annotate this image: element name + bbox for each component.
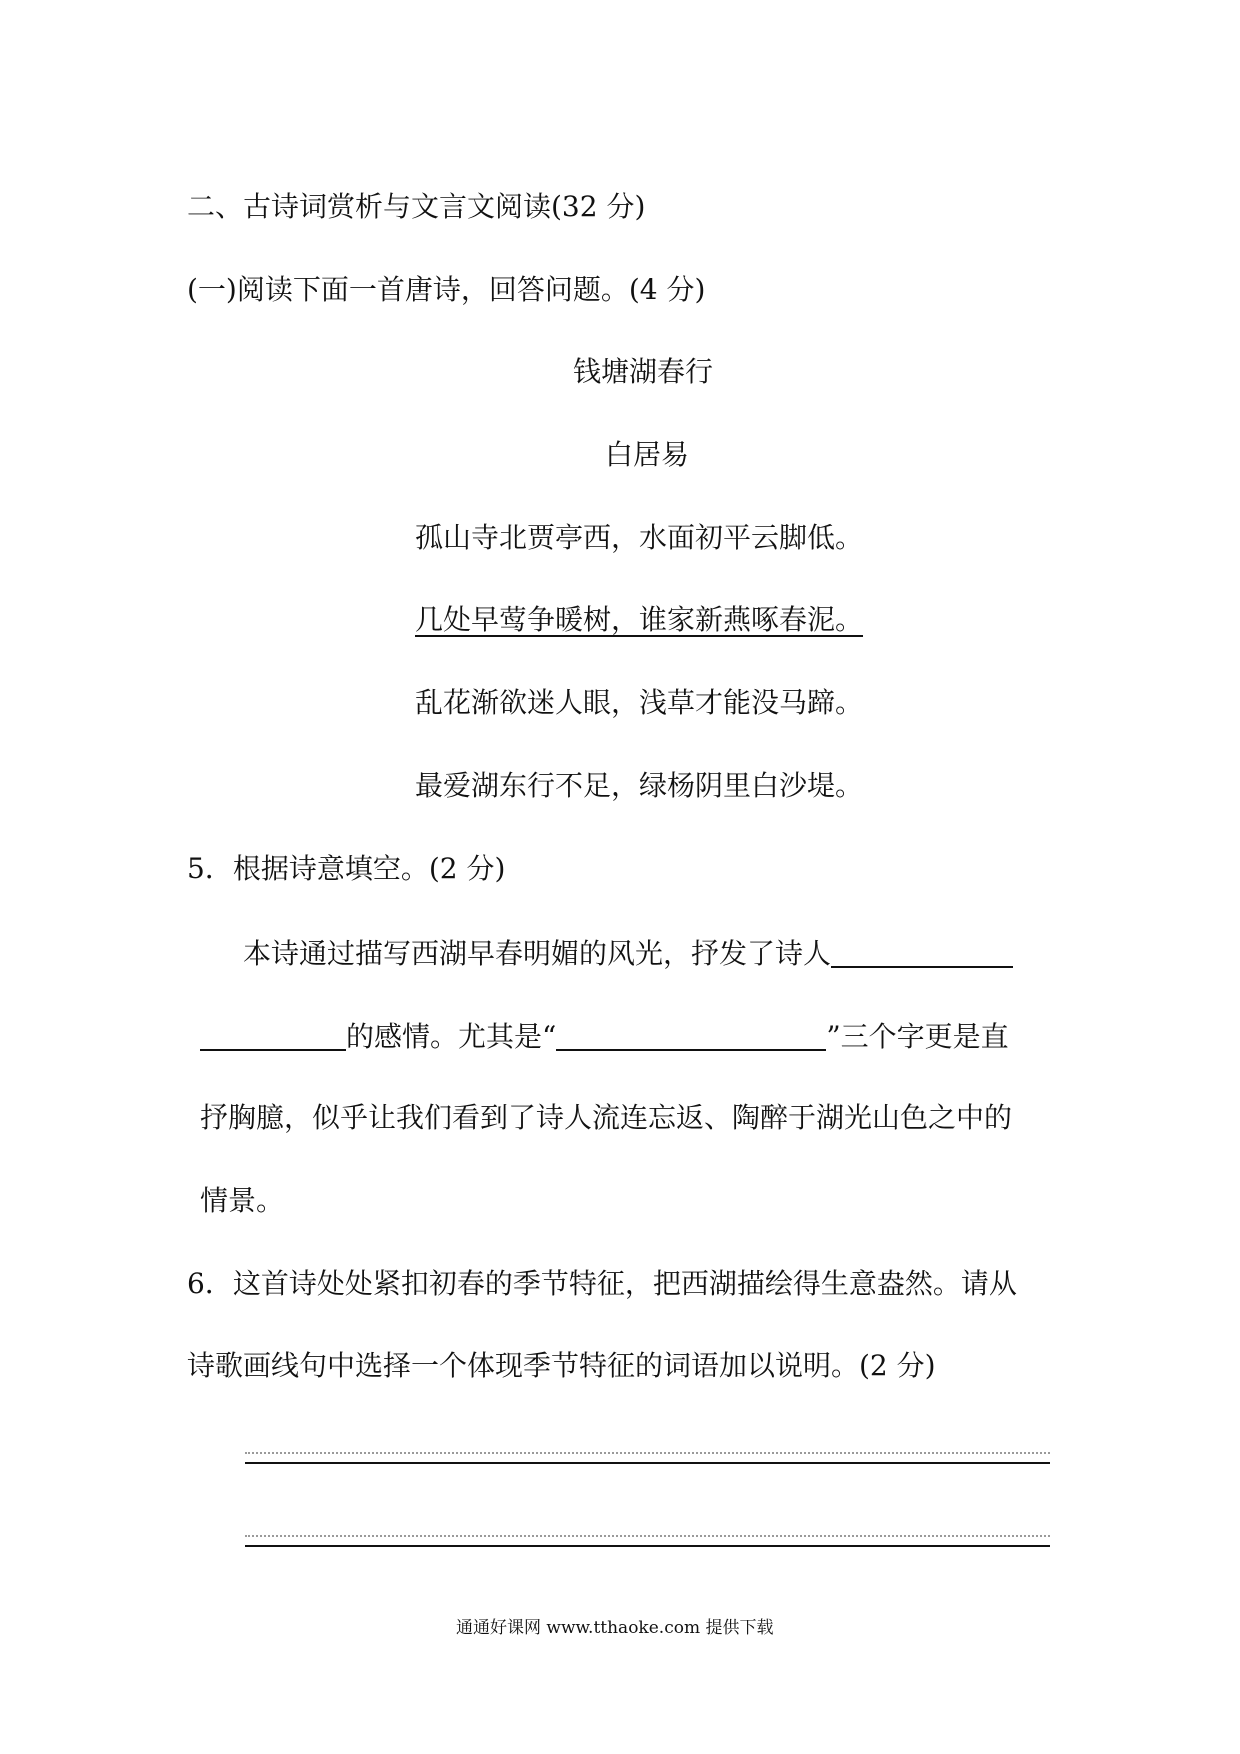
section-title: 二、古诗词赏析与文言文阅读(32 分) xyxy=(187,190,646,223)
q5-text-line4: 情景。 xyxy=(200,1184,285,1217)
poem-line-1: 孤山寺北贾亭西，水面初平云脚低。 xyxy=(415,521,864,554)
answer-blank-3[interactable] xyxy=(556,1021,826,1051)
poem-line-3: 乱花渐欲迷人眼，浅草才能没马蹄。 xyxy=(415,686,864,719)
part1-heading: (一)阅读下面一首唐诗，回答问题。(4 分) xyxy=(187,273,706,306)
footer-credit: 通通好课网 www.tthaoke.com 提供下载 xyxy=(456,1618,774,1638)
q6-text-line2: 诗歌画线句中选择一个体现季节特征的词语加以说明。(2 分) xyxy=(187,1349,936,1382)
poem-title: 钱塘湖春行 xyxy=(573,355,714,388)
answer-blank-2[interactable] xyxy=(200,1021,346,1051)
q5-text-line3: 抒胸臆，似乎让我们看到了诗人流连忘返、陶醉于湖光山色之中的 xyxy=(200,1101,1013,1134)
answer-blank-1[interactable] xyxy=(831,938,1013,968)
q5-text-part1: 本诗通过描写西湖早春明媚的风光，抒发了诗人 xyxy=(243,937,832,970)
q5-text-line1 xyxy=(243,938,1013,968)
q5-text-part2: 的感情。尤其是“ xyxy=(346,1020,557,1053)
poem-line-4: 最爱湖东行不足，绿杨阴里白沙堤。 xyxy=(415,769,864,802)
poem-line-2-underlined: 几处早莺争暖树，谁家新燕啄春泥。 xyxy=(415,603,864,636)
poem-author: 白居易 xyxy=(605,438,690,471)
q6-text-line1: 6．这首诗处处紧扣初春的季节特征，把西湖描绘得生意盎然。请从 xyxy=(187,1267,1017,1300)
answer-line-1[interactable] xyxy=(245,1462,1050,1464)
q5-heading: 5．根据诗意填空。(2 分) xyxy=(187,852,506,885)
q5-text-line2 xyxy=(200,1021,1009,1051)
q5-text-part3: ”三个字更是直 xyxy=(826,1020,1009,1053)
answer-line-2[interactable] xyxy=(245,1545,1050,1547)
